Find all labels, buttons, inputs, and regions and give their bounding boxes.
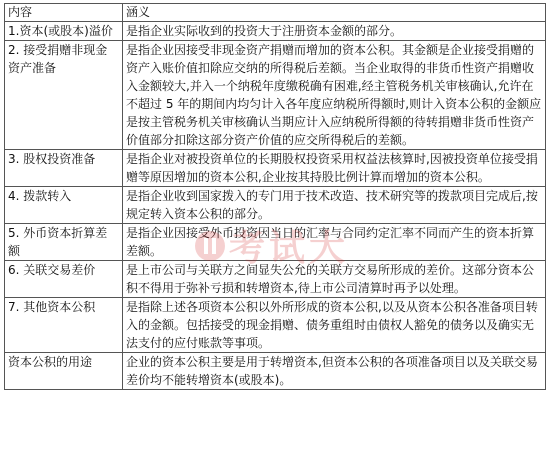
content-meaning-table — [4, 3, 546, 390]
row-item-equity-investment-reserve: 3. 股权投资准备 — [5, 150, 123, 187]
row-meaning-capital-reserve-usage: 企业的资本公积主要是用于转增资本,但资本公积的各项准备项目以及关联交易差价均不能转增资本(或股本)。 — [123, 353, 546, 390]
table-row — [5, 22, 546, 41]
row-meaning-capital-premium: 是指企业实际收到的投资大于注册资本金额的部分。 — [123, 22, 546, 41]
row-meaning-related-party-difference: 是上市公司与关联方之间显失公允的关联方交易所形成的差价。这部分资本公积不得用于弥补亏损和转增资本,待上市公司清算时再予以处理。 — [123, 261, 546, 298]
table-row — [5, 353, 546, 390]
row-meaning-fx-translation-difference: 是指企业因接受外币投资因当日的汇率与合同约定汇率不同而产生的资本折算差额。 — [123, 224, 546, 261]
header-meaning: 涵义 — [123, 4, 546, 22]
row-item-capital-premium: 1.资本(或股本)溢价 — [5, 22, 123, 41]
row-item-related-party-difference: 6. 关联交易差价 — [5, 261, 123, 298]
table-row — [5, 298, 546, 353]
row-item-fx-translation-difference: 5. 外币资本折算差额 — [5, 224, 123, 261]
table-header-row — [5, 4, 546, 22]
row-meaning-appropriation-transfer: 是指企业收到国家拨入的专门用于技术改造、技术研究等的拨款项目完成后,按规定转入资本公积的部分。 — [123, 187, 546, 224]
row-item-appropriation-transfer: 4. 拨款转入 — [5, 187, 123, 224]
table-row — [5, 150, 546, 187]
row-meaning-equity-investment-reserve: 是指企业对被投资单位的长期股权投资采用权益法核算时,因被投资单位接受捐赠等原因增加的资本公积,企业按其持股比例计算而增加的资本公积。 — [123, 150, 546, 187]
row-item-noncash-donation-reserve: 2. 接受捐赠非现金资产准备 — [5, 41, 123, 150]
table-row — [5, 187, 546, 224]
table-row — [5, 224, 546, 261]
header-content: 内容 — [5, 4, 123, 22]
table-row — [5, 261, 546, 298]
table-row — [5, 41, 546, 150]
watermark-text: 考试大 — [229, 228, 350, 269]
row-meaning-other-capital-reserve: 是指除上述各项资本公积以外所形成的资本公积,以及从资本公积各准备项目转入的金额。包括接受的现金捐赠、债务重组时由债权人豁免的债务以及确实无法支付的应付账款等事项。 — [123, 298, 546, 353]
row-item-capital-reserve-usage: 资本公积的用途 — [5, 353, 123, 390]
row-item-other-capital-reserve: 7. 其他资本公积 — [5, 298, 123, 353]
row-meaning-noncash-donation-reserve: 是指企业因接受非现金资产捐赠而增加的资本公积。其金额是企业接受捐赠的资产入账价值扣除应交纳的所得税后差额。当企业取得的非货币性资产捐赠收入金额较大,并入一个纳税年度缴税确有困难,经主管税务机关审核确认,允许在不超过 5 年的期间内均匀计入各年度应纳税所得额时,则计入资本公积的金额应是按主管税务机关审核确认当期应计入应纳税所得额的待转捐赠非货币性资产价值部分扣除这部分资产价值的应交所得税后的差额。 — [123, 41, 546, 150]
